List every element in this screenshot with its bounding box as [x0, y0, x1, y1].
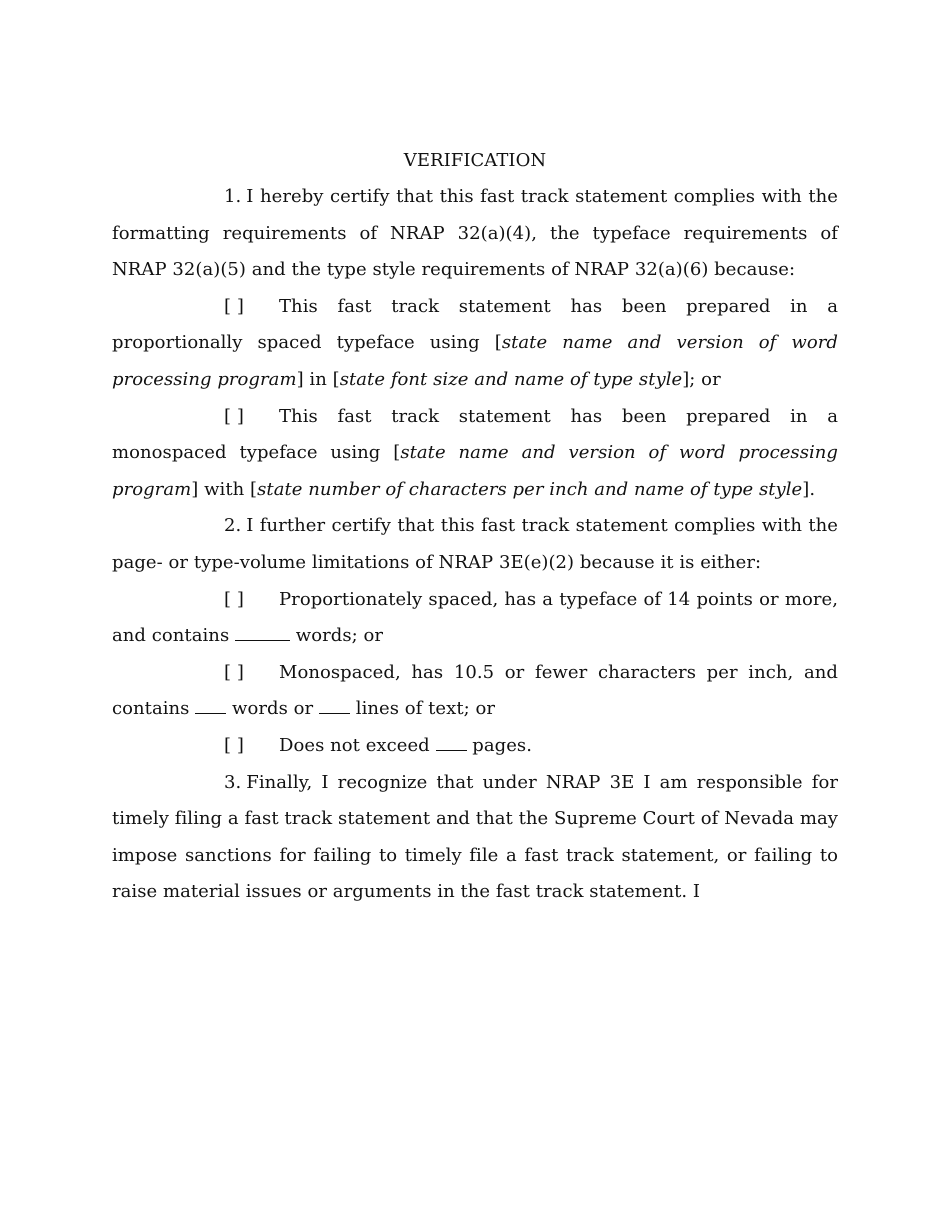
line-count-blank	[319, 697, 350, 714]
option-proportional-program	[112, 289, 838, 399]
option-page-limit	[112, 728, 838, 765]
option-italic-text: state name and version of word processing program	[112, 332, 838, 390]
paragraph-number: 3.	[224, 771, 242, 793]
paragraph-2	[112, 508, 838, 581]
document-body	[112, 179, 838, 911]
paragraph-number: 2.	[224, 515, 242, 537]
option-monospaced-words	[112, 655, 838, 728]
option-text: Proportionately spaced, has a typeface of 14 points or more, and contains	[112, 588, 838, 647]
option-text: lines of text; or	[355, 698, 496, 720]
option-italic-text: state name and version of word processing program	[112, 442, 838, 500]
checkbox-bracket: [ ]	[224, 295, 244, 317]
paragraph-3	[112, 765, 838, 911]
checkbox-bracket: [ ]	[224, 405, 244, 427]
paragraph-text: I hereby certify that this fast track statement complies with the formatting requirements of NRAP 32(a)(4), the typeface requirements of NRAP 32(a)(5) and the type style requirements of NRAP 32(a)(6) because:	[112, 186, 838, 281]
checkbox-bracket: [ ]	[224, 661, 244, 683]
option-text: ] with [	[191, 478, 258, 500]
checkbox-bracket: [ ]	[224, 588, 244, 610]
option-text: ] in [	[296, 368, 340, 390]
word-count-blank	[195, 697, 226, 714]
paragraph-text: Finally, I recognize that under NRAP 3E I am responsible for timely filing a fast track statement and that the Supreme Court of Nevada may impose sanctions for failing to timely file a fast track statement, or failing to raise material issues or arguments in the fast track statement. I	[112, 771, 838, 903]
option-italic-text: state number of characters per inch and name of type style	[257, 478, 803, 500]
option-text: words; or	[295, 625, 384, 647]
option-italic-text: state font size and name of type style	[339, 368, 683, 390]
paragraph-number: 1.	[224, 186, 242, 207]
option-text: ]; or	[682, 368, 721, 390]
paragraph-text: I further certify that this fast track statement complies with the page- or type-volume limitations of NRAP 3E(e)(2) because it is either:	[112, 515, 838, 573]
option-text: ].	[802, 478, 816, 500]
page-title: VERIFICATION	[403, 150, 547, 171]
paragraph-1	[112, 179, 838, 289]
checkbox-bracket: [ ]	[224, 734, 244, 756]
page-count-blank	[436, 734, 467, 751]
word-count-blank	[235, 624, 290, 641]
option-monospaced-program	[112, 399, 838, 509]
option-text: words or	[232, 698, 314, 720]
option-text: This fast track statement has been prepared in a proportionally spaced typeface using [	[112, 295, 838, 354]
option-text: pages.	[472, 734, 532, 756]
option-text: This fast track statement has been prepared in a monospaced typeface using [	[112, 405, 838, 464]
option-proportional-words	[112, 582, 838, 655]
option-text: Does not exceed	[279, 734, 430, 756]
option-text: Monospaced, has 10.5 or fewer characters per inch, and contains	[112, 661, 838, 720]
